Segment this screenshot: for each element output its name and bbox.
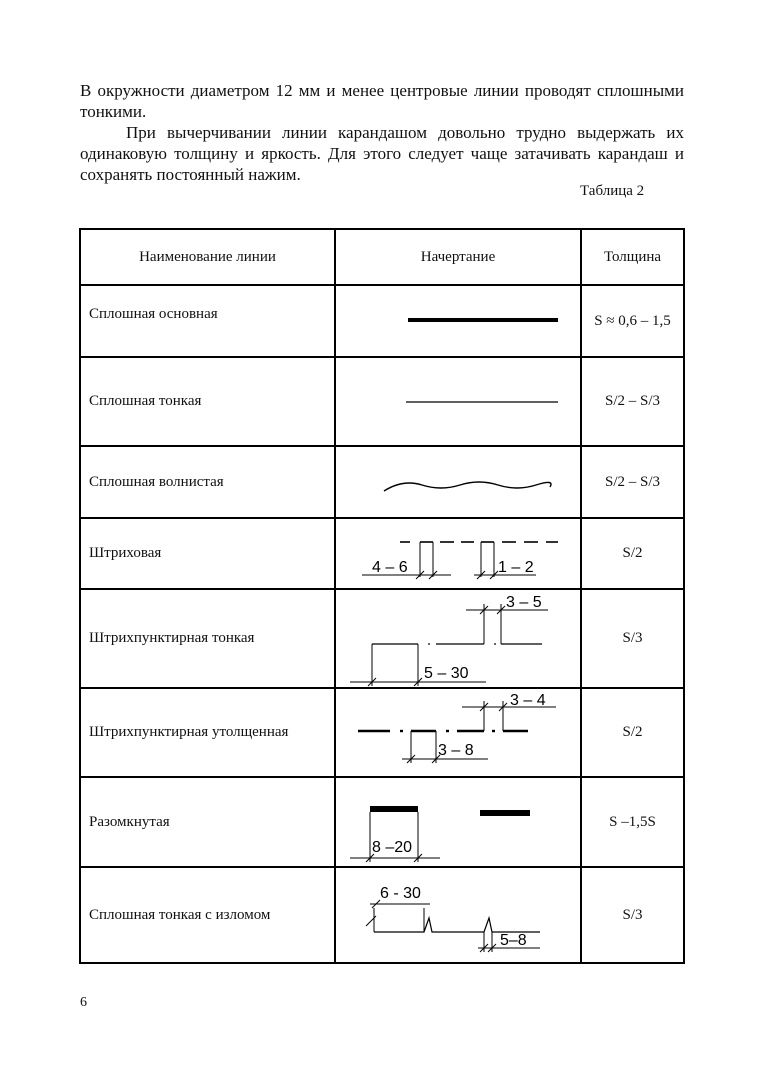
row-thickness: S –1,5S bbox=[581, 777, 684, 867]
row-name: Сплошная основная bbox=[80, 285, 335, 357]
table-row bbox=[80, 589, 684, 688]
wavy-line-svg bbox=[336, 447, 582, 519]
row-name: Штрихпунктирная утолщенная bbox=[80, 688, 335, 777]
table-row bbox=[80, 285, 684, 357]
solid-thick-line-svg bbox=[336, 286, 582, 358]
lines-table bbox=[79, 228, 685, 964]
dim-3-5: 3 – 5 bbox=[506, 594, 542, 611]
solid-thick-line-drawing bbox=[335, 285, 581, 357]
dim-8-20: 8 –20 bbox=[372, 839, 413, 856]
dashed-line-drawing bbox=[335, 518, 581, 589]
solid-thin-line-svg bbox=[336, 358, 582, 447]
dash-dot-thick-line-svg bbox=[336, 689, 582, 778]
row-name: Штрихпунктирная тонкая bbox=[80, 589, 335, 688]
dash-dot-thin-line-svg bbox=[336, 590, 582, 689]
row-name: Разомкнутая bbox=[80, 777, 335, 867]
dashed-line-svg bbox=[336, 519, 582, 590]
open-line-drawing bbox=[335, 777, 581, 867]
paragraph-1: В окружности диаметром 12 мм и менее центровые линии проводят сплошными тонкими. bbox=[80, 81, 684, 121]
row-thickness: S/3 bbox=[581, 867, 684, 963]
row-thickness: S ≈ 0,6 – 1,5 bbox=[581, 285, 684, 357]
wavy-line-drawing bbox=[335, 446, 581, 518]
dim-4-6: 4 – 6 bbox=[372, 559, 408, 576]
dim-3-4: 3 – 4 bbox=[510, 692, 546, 709]
table-row bbox=[80, 446, 684, 518]
table-row bbox=[80, 518, 684, 589]
row-thickness: S/2 – S/3 bbox=[581, 446, 684, 518]
row-thickness: S/2 bbox=[581, 518, 684, 589]
page-number: 6 bbox=[80, 995, 87, 1010]
table-row bbox=[80, 777, 684, 867]
table-row bbox=[80, 357, 684, 446]
paragraph-2: При вычерчивании линии карандашом довольно трудно выдержать их одинаковую толщину и яркость. Для этого следует чаще затачивать карандаш и сохранять постоянный нажим. bbox=[80, 123, 684, 184]
row-name: Сплошная тонкая bbox=[80, 357, 335, 446]
dash-dot-thin-line-drawing bbox=[335, 589, 581, 688]
header-drawing: Начертание bbox=[335, 229, 581, 285]
dim-5-30: 5 – 30 bbox=[424, 665, 469, 682]
row-name: Штриховая bbox=[80, 518, 335, 589]
dim-6-30: 6 - 30 bbox=[380, 885, 421, 902]
table-row bbox=[80, 867, 684, 963]
row-thickness: S/2 bbox=[581, 688, 684, 777]
dim-1-2: 1 – 2 bbox=[498, 559, 534, 576]
row-name: Сплошная волнистая bbox=[80, 446, 335, 518]
open-line-svg bbox=[336, 778, 582, 868]
table-caption: Таблица 2 bbox=[580, 183, 645, 199]
row-name: Сплошная тонкая с изломом bbox=[80, 867, 335, 963]
row-thickness: S/3 bbox=[581, 589, 684, 688]
zigzag-line-drawing bbox=[335, 867, 581, 963]
solid-thin-line-drawing bbox=[335, 357, 581, 446]
dim-3-8: 3 – 8 bbox=[438, 742, 474, 759]
dash-dot-thick-line-drawing bbox=[335, 688, 581, 777]
dim-5-8: 5–8 bbox=[500, 932, 527, 949]
zigzag-line-svg bbox=[336, 868, 582, 964]
header-thickness: Толщина bbox=[581, 229, 684, 285]
header-name: Наименование линии bbox=[80, 229, 335, 285]
table-header-row bbox=[80, 229, 684, 285]
row-thickness: S/2 – S/3 bbox=[581, 357, 684, 446]
table-row bbox=[80, 688, 684, 777]
